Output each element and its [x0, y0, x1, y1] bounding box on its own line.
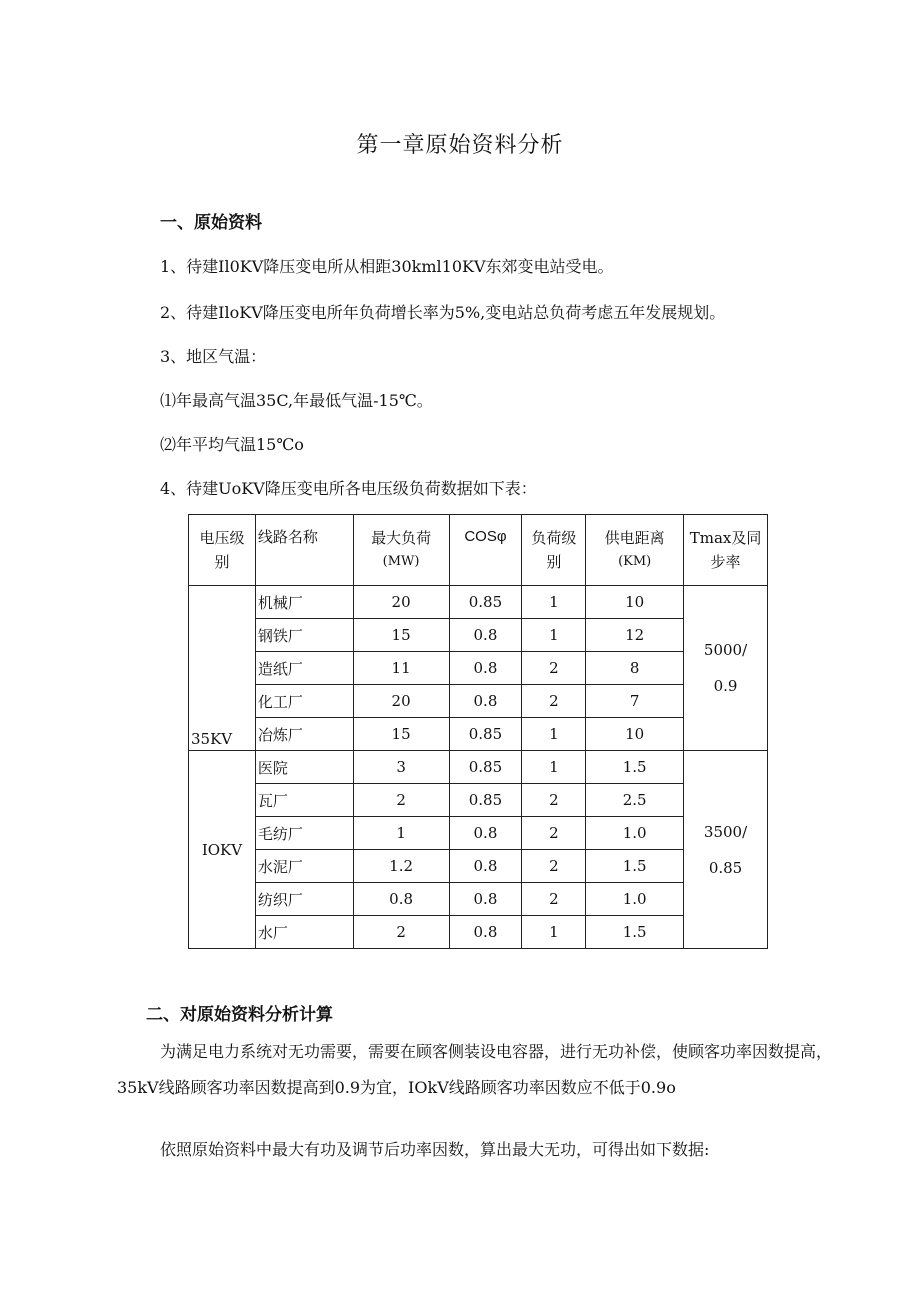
load-grade: 2 — [522, 817, 586, 850]
load-grade: 1 — [522, 916, 586, 949]
voltage-level-10kv: IOKV — [189, 751, 256, 949]
load-grade: 2 — [522, 685, 586, 718]
table-row — [189, 586, 768, 619]
header-tmax-line2: 步率 — [710, 553, 741, 571]
supply-distance: 1.5 — [586, 916, 684, 949]
line-name: 纺织厂 — [255, 883, 353, 916]
line-name: 化工厂 — [255, 685, 353, 718]
tmax-35kv-line1: 5000/ — [703, 641, 748, 659]
load-grade: 1 — [522, 586, 586, 619]
max-load: 20 — [353, 586, 449, 619]
tmax-35kv-line2: 0.9 — [713, 677, 738, 695]
table-row — [189, 619, 768, 652]
line-name: 机械厂 — [255, 586, 353, 619]
header-voltage-line1: 电压级 — [199, 529, 245, 547]
cos-value: 0.85 — [449, 784, 522, 817]
table-row — [189, 916, 768, 949]
analysis-paragraph-1: 为满足电力系统对无功需要，需要在顾客侧装设电容器，进行无功补偿，使顾客功率因数提高，35kV线路顾客功率因数提高到0.9为宜，IOkV线路顾客功率因数应不低于0.9o — [117, 1042, 833, 1097]
header-max-load-line2: (MW) — [382, 554, 420, 569]
tmax-35kv — [684, 586, 768, 751]
cos-value: 0.8 — [449, 685, 522, 718]
supply-distance: 1.5 — [586, 751, 684, 784]
cos-value: 0.8 — [449, 817, 522, 850]
max-load: 0.8 — [353, 883, 449, 916]
max-load: 15 — [353, 718, 449, 751]
item-1: 1、待建Il0KV降压变电所从相距30kml10KV东郊变电站受电。 — [160, 257, 614, 276]
table-header-row — [189, 515, 768, 586]
cos-value: 0.85 — [449, 586, 522, 619]
header-voltage-line2: 别 — [214, 553, 230, 571]
tmax-10kv-line1: 3500/ — [703, 822, 748, 841]
header-distance-line2: (KM) — [618, 554, 652, 569]
supply-distance: 1.5 — [586, 850, 684, 883]
load-grade: 1 — [522, 718, 586, 751]
line-name: 瓦厂 — [255, 784, 353, 817]
load-grade: 2 — [522, 850, 586, 883]
line-name: 钢铁厂 — [255, 619, 353, 652]
cos-value: 0.8 — [449, 916, 522, 949]
cos-value: 0.8 — [449, 850, 522, 883]
tmax-10kv-line2: 0.85 — [708, 858, 743, 877]
load-grade: 2 — [522, 784, 586, 817]
load-grade: 1 — [522, 619, 586, 652]
header-grade-line2: 别 — [546, 553, 562, 571]
max-load: 2 — [353, 916, 449, 949]
item-3b: ⑵年平均气温15℃o — [160, 435, 304, 454]
cos-value: 0.8 — [449, 652, 522, 685]
supply-distance: 2.5 — [586, 784, 684, 817]
item-4: 4、待建UoKV降压变电所各电压级负荷数据如下表： — [160, 479, 537, 498]
load-grade: 2 — [522, 652, 586, 685]
supply-distance: 7 — [586, 685, 684, 718]
header-grade-line1: 负荷级 — [531, 529, 577, 547]
load-grade: 2 — [522, 883, 586, 916]
header-max-load — [353, 515, 449, 586]
header-distance — [586, 515, 684, 586]
header-line-name: 线路名称 — [255, 515, 353, 586]
load-table — [188, 514, 768, 949]
line-name: 医院 — [255, 751, 353, 784]
supply-distance: 10 — [586, 718, 684, 751]
line-name: 水厂 — [255, 916, 353, 949]
load-grade: 1 — [522, 751, 586, 784]
item-3: 3、地区气温： — [160, 347, 267, 366]
line-name: 水泥厂 — [255, 850, 353, 883]
tmax-10kv — [684, 751, 768, 949]
line-name: 冶炼厂 — [255, 718, 353, 751]
max-load: 1 — [353, 817, 449, 850]
max-load: 2 — [353, 784, 449, 817]
supply-distance: 1.0 — [586, 817, 684, 850]
header-distance-line1: 供电距离 — [604, 529, 665, 547]
max-load: 1.2 — [353, 850, 449, 883]
max-load: 3 — [353, 751, 449, 784]
header-voltage — [189, 515, 256, 586]
supply-distance: 1.0 — [586, 883, 684, 916]
header-cos: COSφ — [449, 515, 522, 586]
max-load: 11 — [353, 652, 449, 685]
max-load: 15 — [353, 619, 449, 652]
analysis-paragraph-2: 依照原始资料中最大有功及调节后功率因数，算出最大无功，可得出如下数据: — [160, 1140, 710, 1159]
cos-value: 0.85 — [449, 751, 522, 784]
cos-value: 0.8 — [449, 619, 522, 652]
supply-distance: 8 — [586, 652, 684, 685]
table-row — [189, 883, 768, 916]
line-name: 毛纺厂 — [255, 817, 353, 850]
voltage-level-35kv: 35KV — [189, 586, 256, 751]
table-row — [189, 784, 768, 817]
item-2: 2、待建IloKV降压变电所年负荷增长率为5%,变电站总负荷考虑五年发展规划。 — [160, 303, 726, 322]
table-row — [189, 685, 768, 718]
cos-value: 0.85 — [449, 718, 522, 751]
table-row — [189, 652, 768, 685]
table-row — [189, 850, 768, 883]
section2-heading: 二、对原始资料分析计算 — [146, 1005, 333, 1025]
header-tmax — [684, 515, 768, 586]
chapter-title: 第一章原始资料分析 — [356, 133, 564, 158]
section1-heading: 一、原始资料 — [160, 213, 262, 233]
table-row — [189, 751, 768, 784]
header-max-load-line1: 最大负荷 — [371, 529, 432, 547]
supply-distance: 12 — [586, 619, 684, 652]
item-3a: ⑴年最高气温35C,年最低气温-15℃。 — [160, 391, 433, 410]
cos-value: 0.8 — [449, 883, 522, 916]
supply-distance: 10 — [586, 586, 684, 619]
header-grade — [522, 515, 586, 586]
line-name: 造纸厂 — [255, 652, 353, 685]
table-row — [189, 718, 768, 751]
header-tmax-line1: Tmax及同 — [689, 529, 762, 547]
max-load: 20 — [353, 685, 449, 718]
table-row — [189, 817, 768, 850]
